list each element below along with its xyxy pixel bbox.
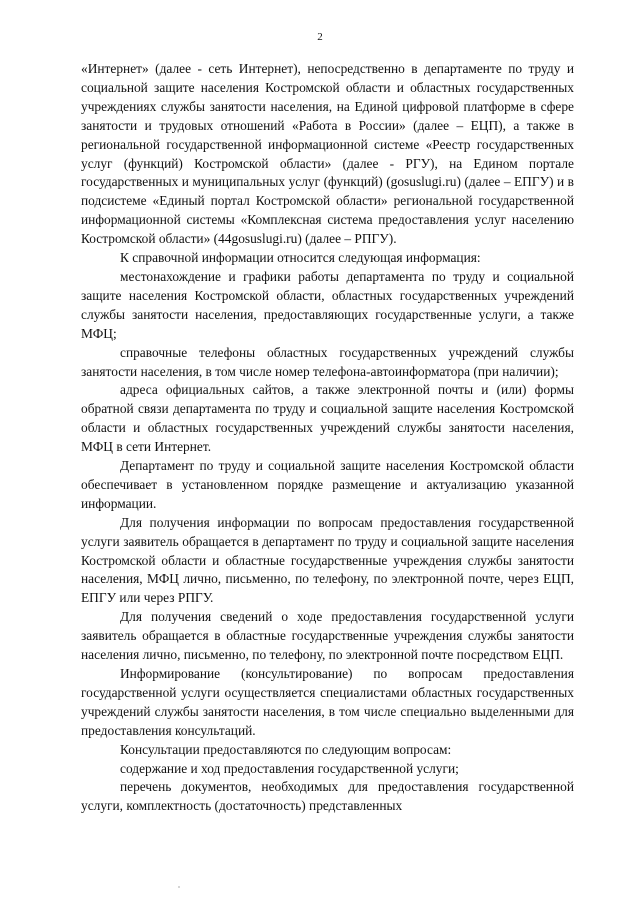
paragraph-topic-content-progress: содержание и ход предоставления государственной услуги; <box>120 760 459 776</box>
paragraph-consulting-specialists: Информирование (консультирование) по вопросам предоставления государственной услуги осуществляется специалистами областных государственных учреждений службы занятости населения, в том числе специально выделенными для предоставления консультаций. <box>81 666 574 738</box>
scan-speck <box>178 886 180 888</box>
document-body <box>81 60 574 816</box>
paragraph-continuation: «Интернет» (далее - сеть Интернет), непосредственно в департаменте по труду и социальной защите населения Костромской области и областных государственных учреждениях службы занятости населения, на Единой цифровой платформе в сфере занятости и трудовых отношений «Работа в России» (далее – ЕЦП), а также в региональной государственной информационной системе «Реестр государственных услуг (функций) Костромской области» (далее - РГУ), на Едином портале государственных и муниципальных услуг (функций) (gosuslugi.ru) (далее – ЕПГУ) и в подсистеме «Единый портал Костромской области» региональной государственной информационной системы «Комплексная система предоставления услуг населению Костромской области» (44gosuslugi.ru) (далее – РПГУ). <box>81 61 574 247</box>
paragraph-reference-info-intro: К справочной информации относится следующая информация: <box>120 250 481 266</box>
paragraph-websites-emails: адреса официальных сайтов, а также электронной почты и (или) формы обратной связи департамента по труду и социальной защите населения Костромской области и областных государственных учреждений службы занятости населения, МФЦ в сети Интернет. <box>81 382 574 455</box>
paragraph-locations-schedules: местонахождение и графики работы департамента по труду и социальной защите населения Костромской области, областных государственных учреждений службы занятости населения, предоставляющих государственные услуги, а также МФЦ; <box>81 268 574 341</box>
paragraph-how-to-get-info: Для получения информации по вопросам предоставления государственной услуги заявитель обращается в департамент по труду и социальной защите населения Костромской области и областные государственные учреждения службы занятости населения, МФЦ лично, письменно, по телефону, по электронной почте, через ЕЦП, ЕПГУ или через РПГУ. <box>81 514 574 606</box>
paragraph-service-status: Для получения сведений о ходе предоставления государственной услуги заявитель обращается в областные государственные учреждения службы занятости населения лично, письменно, по телефону, по электронной почте посредством ЕЦП. <box>81 609 574 663</box>
paragraph-reference-phones: справочные телефоны областных государственных учреждений службы занятости населения, в том числе номер телефона-автоинформатора (при наличии); <box>81 344 574 379</box>
paragraph-consultation-topics-intro: Консультации предоставляются по следующим вопросам: <box>120 741 452 757</box>
paragraph-topic-documents: перечень документов, необходимых для предоставления государственной услуги, комплектность (достаточность) представленных <box>81 779 574 814</box>
page-number: 2 <box>317 31 323 43</box>
paragraph-department-publishes: Департамент по труду и социальной защите населения Костромской области обеспечивает в установленном порядке размещение и актуализацию указанной информации. <box>81 458 574 511</box>
